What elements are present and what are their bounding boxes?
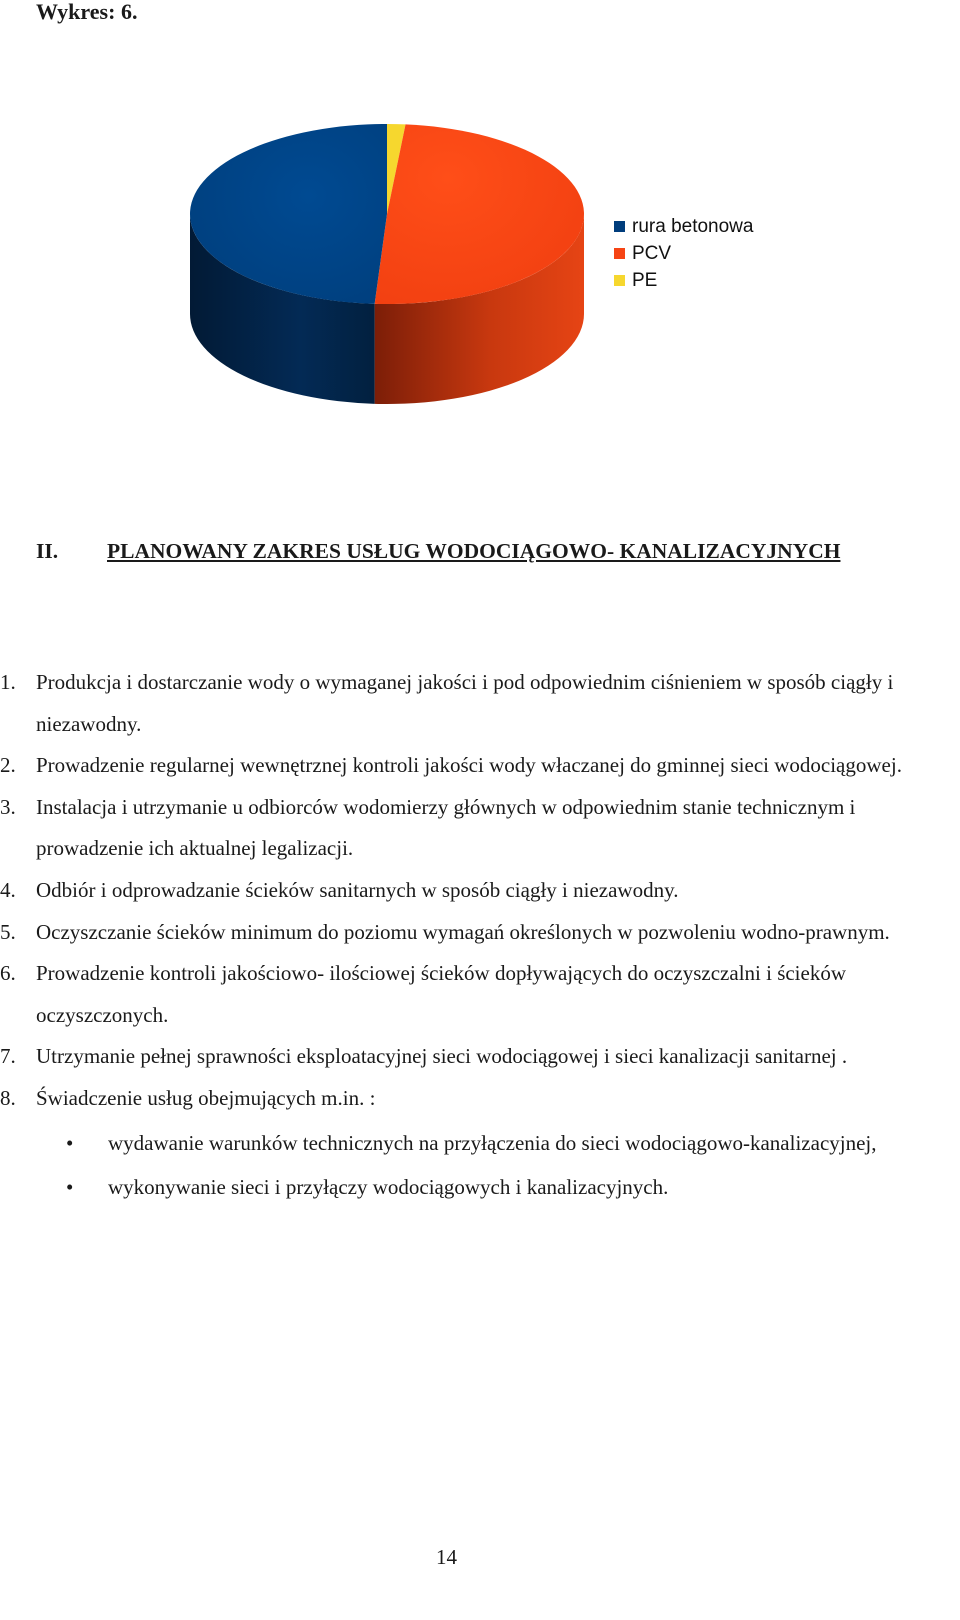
bullet-item	[0, 1167, 888, 1209]
bullet-icon: •	[66, 1130, 74, 1155]
bullet-icon: •	[66, 1175, 74, 1200]
chart-caption: Wykres: 6.	[36, 0, 138, 24]
item-text: Prowadzenie regularnej wewnętrznej kontroli jakości wody właczanej do gminnej sieci wodociągowej.	[36, 753, 902, 778]
bullet-text: wydawanie warunków technicznych na przyłączenia do sieci wodociągowo-kanalizacyjnej,	[108, 1130, 877, 1155]
list-item	[0, 1078, 916, 1120]
list-item	[0, 953, 916, 1036]
section-number: II.	[36, 539, 59, 563]
legend-swatch	[614, 221, 625, 232]
bullet-text: wykonywanie sieci i przyłączy wodociągowych i kanalizacyjnych.	[108, 1175, 669, 1200]
legend-item-pe	[614, 267, 753, 294]
legend-swatch	[614, 248, 625, 259]
item-text: Odbiór i odprowadzanie ścieków sanitarnych w sposób ciągły i niezawodny.	[36, 877, 679, 902]
section-title: PLANOWANY ZAKRES USŁUG WODOCIĄGOWO- KANALIZACYJNYCH	[107, 539, 841, 563]
chart-legend	[614, 213, 753, 294]
item-text: Instalacja i utrzymanie u odbiorców wodomierzy głównych w odpowiednim stanie technicznym i prowadzenie ich aktualnej legalizacji.	[36, 794, 856, 861]
item-number: 2.	[0, 753, 16, 778]
list-item	[0, 870, 916, 912]
list-item	[0, 662, 916, 745]
legend-item-pcv	[614, 240, 753, 267]
list-item	[0, 1036, 916, 1078]
legend-item-rura-betonowa	[614, 213, 753, 240]
list-item	[0, 912, 916, 954]
bullet-item	[0, 1123, 888, 1165]
item-number: 1.	[0, 670, 16, 694]
item-number: 8.	[0, 1085, 16, 1110]
item-number: 4.	[0, 877, 16, 902]
legend-swatch	[614, 275, 625, 286]
list-item	[0, 787, 916, 870]
list-item	[0, 745, 916, 787]
page-number: 14	[436, 1545, 457, 1569]
item-text: Oczyszczanie ścieków minimum do poziomu wymagań określonych w pozwoleniu wodno-prawnym.	[36, 919, 890, 944]
pie-chart	[0, 0, 960, 440]
item-number: 5.	[0, 919, 16, 944]
item-number: 6.	[0, 961, 16, 986]
item-text: Prowadzenie kontroli jakościowo- ilościowej ścieków dopływających do oczyszczalni i ścieków oczyszczonych.	[36, 961, 847, 1027]
item-number: 3.	[0, 794, 16, 819]
legend-label: PE	[632, 269, 658, 291]
item-number: 7.	[0, 1044, 16, 1069]
item-text: Świadczenie usług obejmujących m.in. :	[36, 1085, 376, 1110]
item-text: Produkcja i dostarczanie wody o wymaganej jakości i pod odpowiednim ciśnieniem w sposób ciągły i niezawodny.	[36, 670, 894, 736]
legend-label: PCV	[632, 242, 672, 264]
services-list	[0, 662, 960, 1209]
legend-label: rura betonowa	[632, 215, 754, 237]
item-text: Utrzymanie pełnej sprawności eksploatacyjnej sieci wodociągowej i sieci kanalizacji sanitarnej .	[36, 1044, 848, 1069]
